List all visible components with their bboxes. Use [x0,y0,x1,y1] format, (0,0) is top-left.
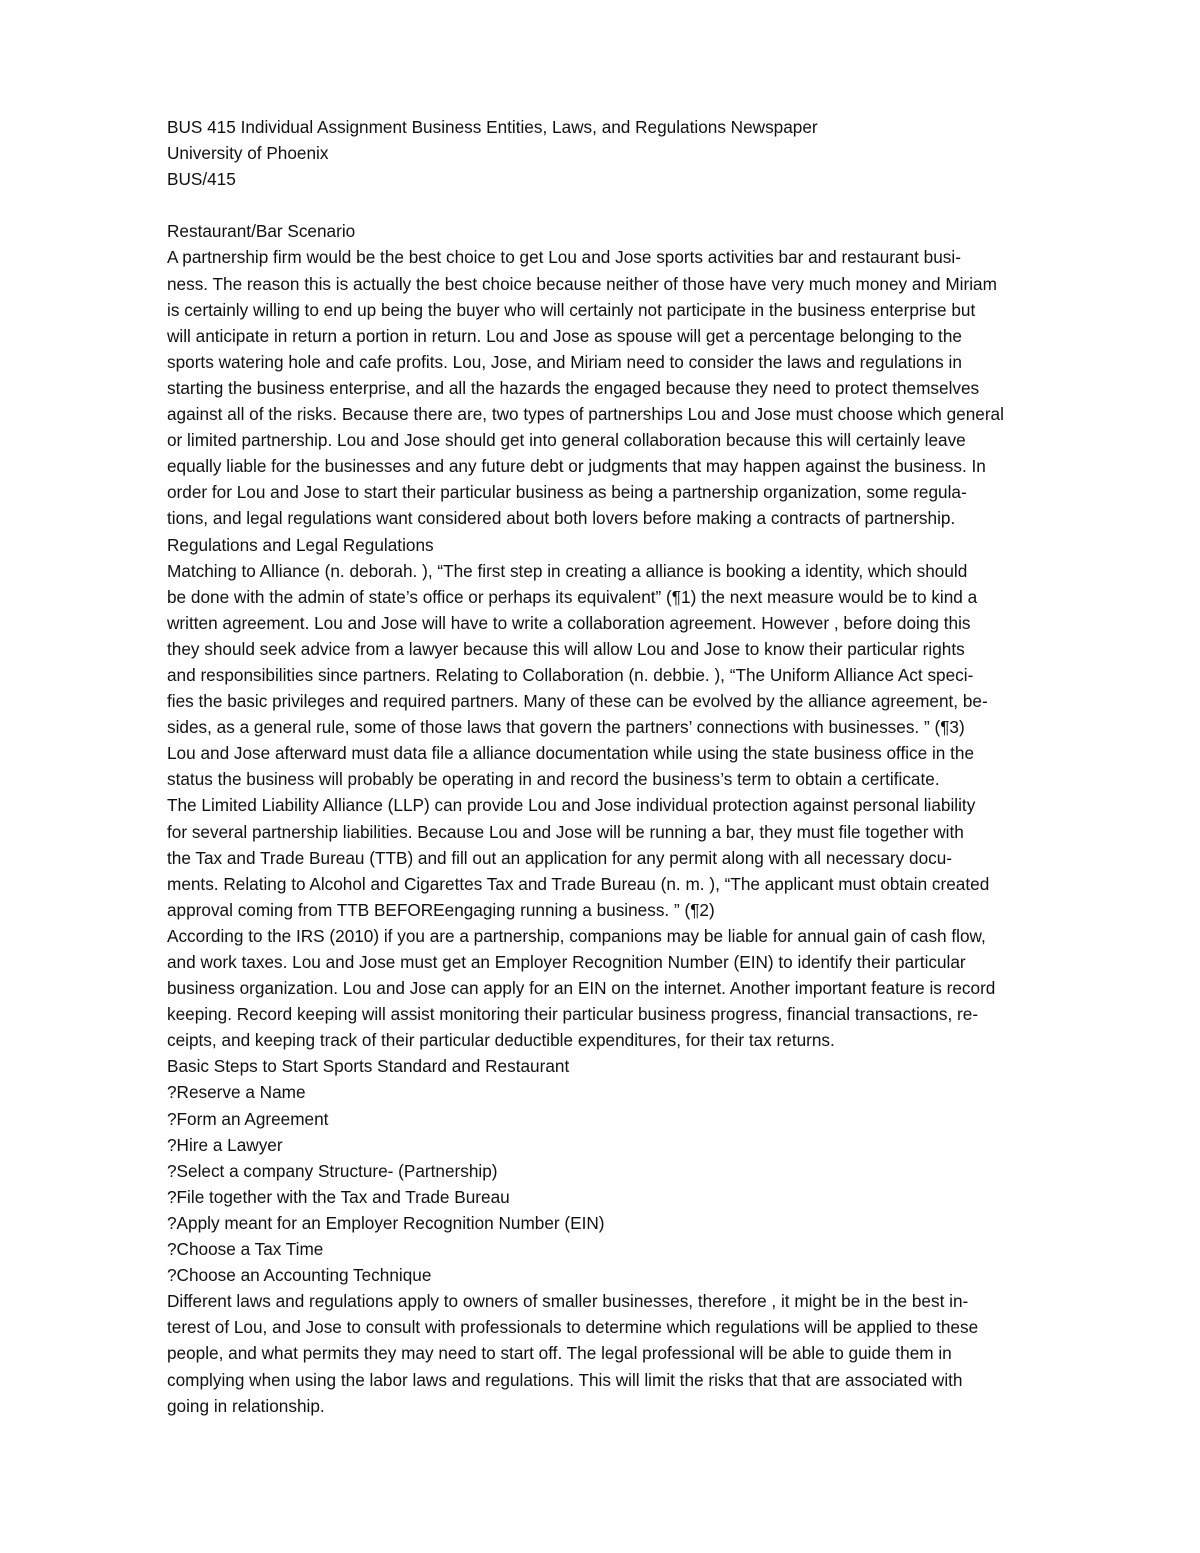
body-text-line: sides, as a general rule, some of those laws that govern the partners’ connections with businesses. ” (¶3) [167,717,965,738]
body-text-line: they should seek advice from a lawyer because this will allow Lou and Jose to know their particular rights [167,638,965,659]
section-heading: Regulations and Legal Regulations [167,534,434,555]
body-text-line: ?Choose a Tax Time [167,1239,324,1260]
body-text-line: ?Hire a Lawyer [167,1134,283,1155]
body-text-line: equally liable for the businesses and any future debt or judgments that may happen against the business. In [167,456,986,477]
body-text-line: ?Reserve a Name [167,1082,306,1103]
body-text-line: going in relationship. [167,1395,325,1416]
body-text-line: keeping. Record keeping will assist monitoring their particular business progress, financial transactions, re- [167,1004,979,1025]
body-text-line: ?Select a company Structure- (Partnership) [167,1160,498,1181]
body-text-line: ?Form an Agreement [167,1108,329,1129]
body-text-line: ?Choose an Accounting Technique [167,1265,432,1286]
body-text-line: A partnership firm would be the best choice to get Lou and Jose sports activities bar and restaurant busi- [167,247,961,268]
document-title: BUS 415 Individual Assignment Business Entities, Laws, and Regulations Newspaper [167,117,818,137]
body-text-line: will anticipate in return a portion in return. Lou and Jose as spouse will get a percentage belonging to the [167,325,962,346]
body-text-line: and responsibilities since partners. Relating to Collaboration (n. debbie. ), “The Uniform Alliance Act speci- [167,664,974,685]
body-text-line: against all of the risks. Because there are, two types of partnerships Lou and Jose must choose which general [167,404,1004,425]
body-text-line: According to the IRS (2010) if you are a partnership, companions may be liable for annual gain of cash flow, [167,925,986,946]
blank-line [167,192,1122,218]
document-sections [167,218,1122,1418]
body-text-line: The Limited Liability Alliance (LLP) can provide Lou and Jose individual protection against personal liability [167,795,976,816]
section-heading: Basic Steps to Start Sports Standard and Restaurant [167,1056,570,1077]
body-text-line: people, and what permits they may need to start off. The legal professional will be able to guide them in [167,1343,952,1364]
body-text-line: is certainly willing to end up being the buyer who will certainly not participate in the business enterprise but [167,299,976,320]
course-code: BUS/415 [167,169,236,190]
body-text-line: ments. Relating to Alcohol and Cigarettes Tax and Trade Bureau (n. m. ), “The applicant must obtain created [167,873,990,894]
body-text-line: and work taxes. Lou and Jose must get an Employer Recognition Number (EIN) to identify their particular [167,952,966,972]
body-text-line: Lou and Jose afterward must data file a alliance documentation while using the state business office in the [167,743,975,764]
body-text-line: sports watering hole and cafe profits. Lou, Jose, and Miriam need to consider the laws and regulations in [167,351,962,372]
body-text-line: ceipts, and keeping track of their particular deductible expenditures, for their tax returns. [167,1030,835,1051]
body-text-line: written agreement. Lou and Jose will have to write a collaboration agreement. However , before doing this [167,612,971,633]
body-text-line: ?Apply meant for an Employer Recognition Number (EIN) [167,1212,605,1233]
body-text-line: tions, and legal regulations want considered about both lovers before making a contracts of partnership. [167,508,956,529]
section-heading: Restaurant/Bar Scenario [167,221,356,242]
body-text-line: status the business will probably be operating in and record the business’s term to obtain a certificate. [167,769,940,790]
body-text-line: be done with the admin of state’s office or perhaps its equivalent” (¶1) the next measure would be to kind a [167,586,978,607]
body-text-line: fies the basic privileges and required partners. Many of these can be evolved by the alliance agreement, be- [167,691,988,712]
body-text-line: business organization. Lou and Jose can apply for an EIN on the internet. Another important feature is record [167,978,996,999]
body-text-line: terest of Lou, and Jose to consult with professionals to determine which regulations will be applied to these [167,1317,979,1338]
body-text-line: starting the business enterprise, and all the hazards the engaged because they need to protect themselves [167,377,980,398]
body-text-line: the Tax and Trade Bureau (TTB) and fill out an application for any permit along with all necessary docu- [167,847,952,868]
body-text-line: approval coming from TTB BEFOREengaging running a business. ” (¶2) [167,899,715,920]
body-text-line: Different laws and regulations apply to owners of smaller businesses, therefore , it might be in the best in- [167,1291,969,1312]
body-text-line: ?File together with the Tax and Trade Bureau [167,1186,510,1207]
institution-name: University of Phoenix [167,143,329,164]
body-text-line: ness. The reason this is actually the best choice because neither of those have very much money and Miriam [167,273,997,294]
document-body [167,114,1122,1419]
body-text-line: for several partnership liabilities. Because Lou and Jose will be running a bar, they must file together with [167,821,964,842]
body-text-line: order for Lou and Jose to start their particular business as being a partnership organization, some regula- [167,482,967,503]
body-text-line: complying when using the labor laws and regulations. This will limit the risks that that are associated with [167,1369,963,1390]
body-text-line: or limited partnership. Lou and Jose should get into general collaboration because this will certainly leave [167,430,966,451]
body-text-line: Matching to Alliance (n. deborah. ), “The first step in creating a alliance is booking a identity, which should [167,560,968,581]
